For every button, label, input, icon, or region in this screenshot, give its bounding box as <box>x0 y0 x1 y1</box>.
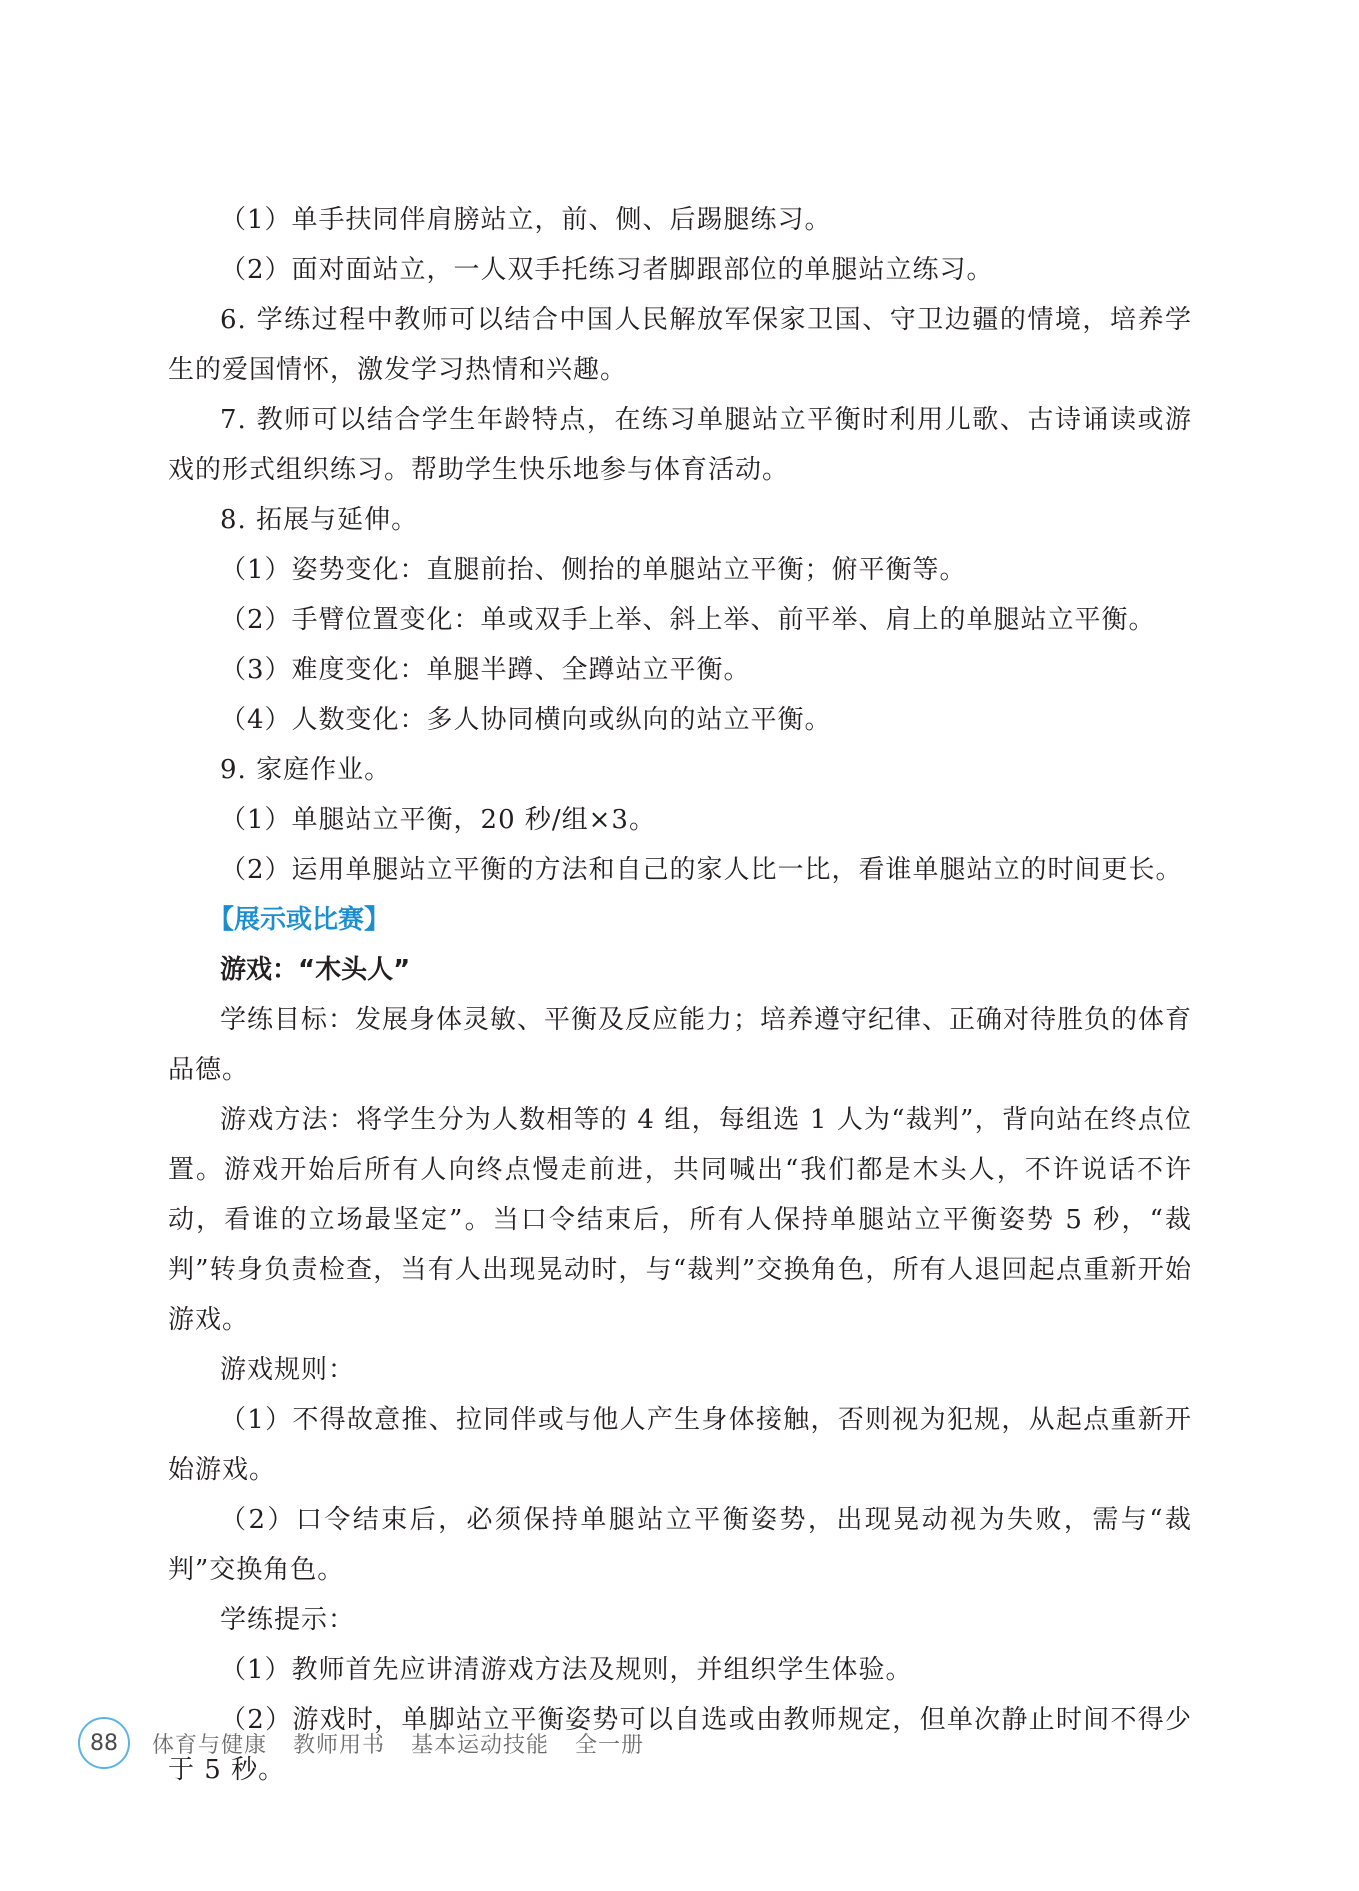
game-paragraph: 游戏方法：将学生分为人数相等的 4 组，每组选 1 人为“裁判”，背向站在终点位置。游戏开始后所有人向终点慢走前进，共同喊出“我们都是木头人，不许说话不许动，看谁的立场最坚定”。当口令结束后，所有人保持单腿站立平衡姿势 5 秒，“裁判”转身负责检查，当有人出现晃动时，与“裁判”交换角色，所有人退回起点重新开始游戏。 <box>168 1105 1193 1335</box>
game-paragraph: 学练提示： <box>220 1605 356 1635</box>
section-heading: 【展示或比赛】 <box>208 905 391 935</box>
book-title-part: 体育与健康 <box>152 1732 268 1758</box>
book-title-part: 教师用书 <box>293 1732 386 1758</box>
book-title <box>152 1728 662 1759</box>
body-paragraph: （1）姿势变化：直腿前抬、侧抬的单腿站立平衡；俯平衡等。 <box>220 555 967 585</box>
page-footer <box>78 1714 662 1772</box>
body-paragraph: （3）难度变化：单腿半蹲、全蹲站立平衡。 <box>220 655 751 685</box>
body-paragraph: （2）运用单腿站立平衡的方法和自己的家人比一比，看谁单腿站立的时间更长。 <box>220 855 1183 885</box>
body-paragraph: （2）面对面站立，一人双手托练习者脚跟部位的单腿站立练习。 <box>220 255 994 285</box>
game-paragraph: （1）教师首先应讲清游戏方法及规则，并组织学生体验。 <box>220 1655 913 1685</box>
body-paragraph: （1）单腿站立平衡，20 秒/组×3。 <box>220 805 656 835</box>
game-paragraph: （2）口令结束后，必须保持单腿站立平衡姿势，出现晃动视为失败，需与“裁判”交换角色。 <box>168 1505 1192 1585</box>
game-paragraph: 学练目标：发展身体灵敏、平衡及反应能力；培养遵守纪律、正确对待胜负的体育品德。 <box>168 1005 1193 1085</box>
game-title: 游戏：“木头人” <box>220 955 411 985</box>
game-paragraph: （2）游戏时，单脚站立平衡姿势可以自选或由教师规定，但单次静止时间不得少于 5 秒。 <box>168 1705 1192 1785</box>
body-paragraph: 7. 教师可以结合学生年龄特点，在练习单腿站立平衡时利用儿歌、古诗诵读或游戏的形式组织练习。帮助学生快乐地参与体育活动。 <box>168 405 1192 485</box>
game-paragraph: （1）不得故意推、拉同伴或与他人产生身体接触，否则视为犯规，从起点重新开始游戏。 <box>168 1405 1192 1485</box>
book-title-part: 基本运动技能 <box>411 1732 550 1758</box>
book-title-part: 全一册 <box>575 1732 645 1758</box>
body-paragraph: 9. 家庭作业。 <box>220 755 392 785</box>
body-paragraph: 6. 学练过程中教师可以结合中国人民解放军保家卫国、守卫边疆的情境，培养学生的爱国情怀，激发学习热情和兴趣。 <box>168 305 1192 385</box>
game-paragraph: 游戏规则： <box>220 1355 356 1385</box>
body-paragraph: 8. 拓展与延伸。 <box>220 505 419 535</box>
body-paragraph: （4）人数变化：多人协同横向或纵向的站立平衡。 <box>220 705 832 735</box>
body-paragraph: （1）单手扶同伴肩膀站立，前、侧、后踢腿练习。 <box>220 205 832 235</box>
page-number: 88 <box>78 1717 130 1769</box>
body-paragraph: （2）手臂位置变化：单或双手上举、斜上举、前平举、肩上的单腿站立平衡。 <box>220 605 1156 635</box>
page-content <box>168 195 1192 1795</box>
